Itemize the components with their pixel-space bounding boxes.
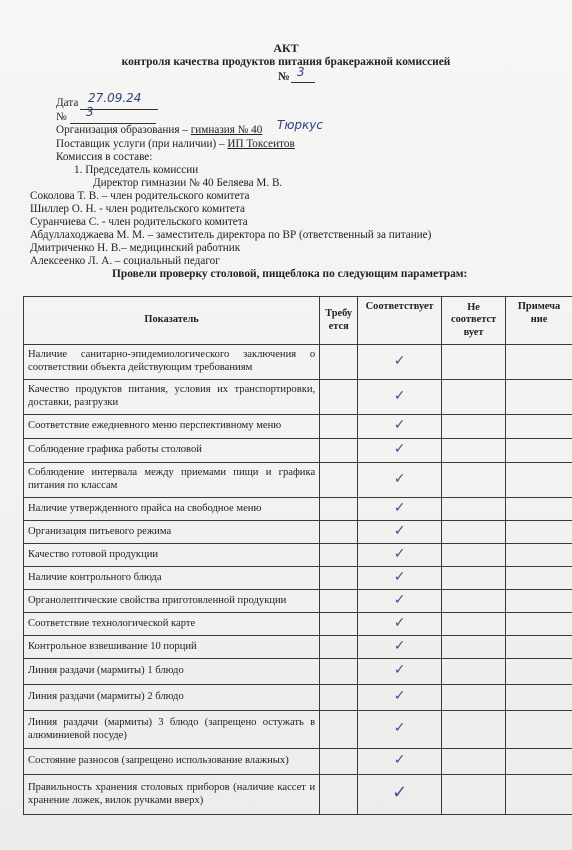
header-required: Требу ется (320, 297, 358, 345)
member-line: Соколова Т. В. – член родительского комитета (30, 190, 250, 202)
doc-subtitle: контроля качества продуктов питания бракеражной комиссией (121, 56, 451, 68)
table-row (24, 498, 572, 521)
doc-number-label: № (278, 70, 290, 83)
doc-number-handwritten: 3 (297, 65, 305, 79)
indicator-cell: Линия раздачи (мармиты) 2 блюдо (24, 685, 320, 711)
organization-line (56, 124, 262, 137)
check-mark-icon: ✓ (393, 637, 406, 654)
check-mark-icon: ✓ (393, 720, 406, 737)
indicator-cell: Линия раздачи (мармиты) 1 блюдо (24, 659, 320, 685)
indicator-cell: Правильность хранения столовых приборов (наличие кассет и хранение ложек, вилок ручками вверх) (24, 775, 320, 815)
date-label: Дата (56, 97, 79, 109)
table-row (24, 380, 572, 415)
check-mark-icon: ✓ (393, 662, 406, 679)
check-mark-icon: ✓ (393, 470, 406, 487)
check-mark-icon: ✓ (393, 499, 406, 516)
date-handwritten: 27.09.24 (88, 91, 142, 105)
table-row (24, 463, 572, 498)
indicator-cell: Наличие утвержденного прайса на свободное меню (24, 498, 320, 521)
check-mark-icon: ✓ (393, 417, 406, 434)
supplier-value: ИП Токсеитов (227, 138, 295, 150)
commission-label: Комиссия в составе: (56, 151, 153, 163)
act-no-label: № (56, 111, 67, 123)
table-row (24, 345, 572, 380)
check-mark-icon: ✓ (393, 614, 406, 631)
indicator-cell: Линия раздачи (мармиты) 3 блюдо (запрещено остужать в алюминиевой посуде) (24, 711, 320, 749)
indicator-cell: Органолептические свойства приготовленной продукции (24, 590, 320, 613)
indicator-cell: Организация питьевого режима (24, 521, 320, 544)
check-mark-icon: ✓ (393, 688, 406, 705)
member-line: Дмитриченко Н. В.– медицинский работник (30, 242, 241, 254)
table-row (24, 590, 572, 613)
table-row (24, 749, 572, 775)
organization-value: гимназия № 40 (190, 124, 263, 136)
check-mark-icon: ✓ (392, 781, 408, 803)
table-header-row (24, 297, 572, 345)
indicator-cell: Соответствие ежедневного меню перспективному меню (24, 415, 320, 439)
indicator-cell: Состояние разносов (запрещено использование влажных) (24, 749, 320, 775)
header-noncompliant: Не соответст вует (442, 297, 506, 345)
table-row (24, 685, 572, 711)
table-row (24, 415, 572, 439)
check-mark-icon: ✓ (393, 352, 406, 369)
table-row (24, 613, 572, 636)
table-caption: Провели проверку столовой, пищеблока по следующим параметрам: (112, 268, 468, 280)
act-no-handwritten: 3 (86, 105, 94, 119)
header-compliant: Соответствует (358, 297, 442, 345)
check-mark-icon: ✓ (393, 591, 406, 608)
table-row (24, 567, 572, 590)
indicator-cell: Качество готовой продукции (24, 544, 320, 567)
chair-name: Директор гимназии № 40 Беляева М. В. (93, 177, 283, 189)
check-mark-icon: ✓ (393, 441, 406, 458)
chair-label: 1. Председатель комиссии (74, 164, 199, 176)
supplier-label: Поставщик услуги (при наличии) – (56, 138, 228, 150)
indicator-cell: Контрольное взвешивание 10 порций (24, 636, 320, 659)
table-row (24, 439, 572, 463)
member-line: Суранчиева С. - член родительского комитета (30, 216, 248, 228)
member-line: Шиллер О. Н. - член родительского комитета (30, 203, 245, 215)
table-row (24, 659, 572, 685)
check-mark-icon: ✓ (393, 545, 406, 562)
check-mark-icon: ✓ (393, 568, 406, 585)
table-row (24, 775, 572, 815)
indicator-cell: Качество продуктов питания, условия их транспортировки, доставки, разгрузки (24, 380, 320, 415)
inspection-table (23, 296, 572, 815)
table-row (24, 544, 572, 567)
indicator-cell: Наличие санитарно-эпидемиологического заключения о соответствии объекта действующим требованиям (24, 345, 320, 380)
indicator-cell: Соответствие технологической карте (24, 613, 320, 636)
indicator-cell: Соблюдение графика работы столовой (24, 439, 320, 463)
check-mark-icon: ✓ (393, 387, 406, 404)
header-indicator: Показатель (24, 297, 320, 345)
member-line: Абдуллаходжаева М. М. – заместитель директора по ВР (ответственный за питание) (30, 229, 432, 241)
check-mark-icon: ✓ (393, 522, 406, 539)
supplier-line (56, 138, 295, 151)
organization-label: Организация образования – (56, 124, 191, 136)
indicator-cell: Наличие контрольного блюда (24, 567, 320, 590)
doc-title: АКТ (273, 41, 299, 55)
organization-handwritten: Тюркус (277, 118, 323, 132)
indicator-cell: Соблюдение интервала между приемами пищи и графика питания по классам (24, 463, 320, 498)
table-row (24, 521, 572, 544)
table-row (24, 711, 572, 749)
check-mark-icon: ✓ (393, 752, 406, 769)
table-row (24, 636, 572, 659)
header-note: Примеча ние (506, 297, 572, 345)
member-line: Алексеенко Л. А. – социальный педагог (30, 255, 220, 267)
